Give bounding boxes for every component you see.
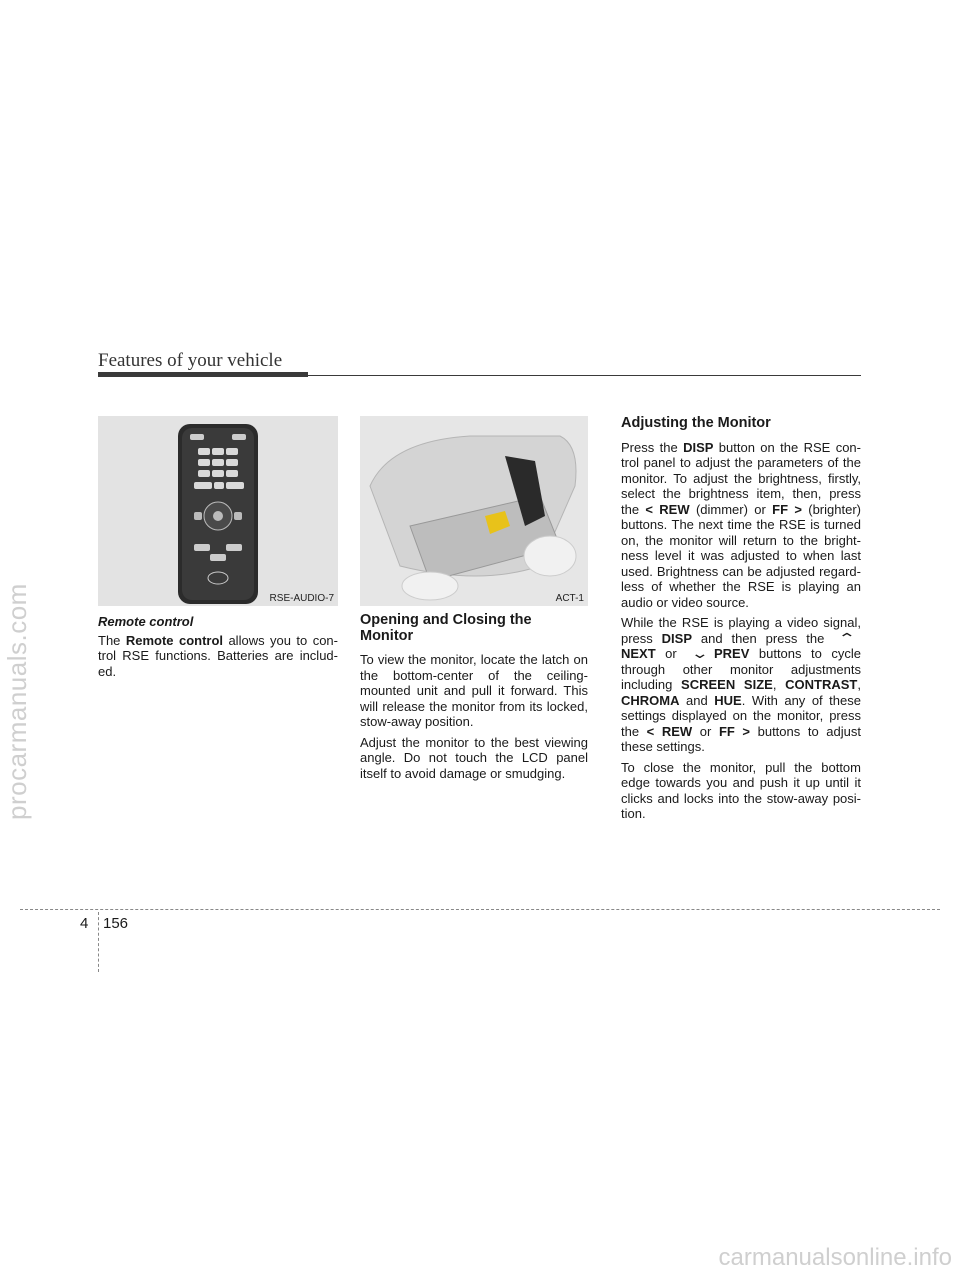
text: The: [98, 632, 126, 648]
text-bold: FF >: [718, 723, 751, 739]
chapter-number: 4: [80, 915, 89, 932]
text-bold: < REW: [646, 723, 693, 739]
text-bold: < REW: [645, 501, 690, 517]
caret-down-icon: ⌄: [690, 645, 710, 661]
adjusting-heading: Adjusting the Monitor: [621, 415, 771, 431]
column-open-close: [360, 613, 588, 786]
text: buttons to adjust these settings.: [621, 723, 861, 754]
monitor-image-label: ACT-1: [555, 593, 584, 604]
text: Press the: [621, 439, 684, 455]
column-adjusting: [621, 416, 861, 827]
text: buttons to cycle through other monitor adjustments including: [621, 646, 861, 692]
text: While the RSE is playing a video signal, press: [621, 615, 861, 646]
text-bold: CHROMA: [621, 692, 680, 708]
text-bold: HUE: [714, 692, 742, 708]
text-bold: NEXT: [621, 646, 656, 661]
text: ,: [772, 677, 786, 692]
text: or: [692, 723, 719, 739]
open-close-paragraph-2: Adjust the monitor to the best viewing angle. Do not touch the LCD panel itself to avoid damage or smudging.: [360, 734, 588, 781]
text: and then press the: [692, 630, 834, 646]
text-bold: DISP: [661, 630, 693, 646]
section-title: Features of your vehicle: [98, 350, 283, 371]
remote-control-subheading: Remote control: [98, 614, 194, 629]
adjusting-paragraph-3: To close the monitor, pull the bottom edge towards you and push it up until it clicks and locks into the stow-away posi-tion.: [621, 759, 861, 821]
text: allows you to con-trol RSE functions. Batteries are includ-ed.: [98, 632, 338, 679]
page-number: 156: [103, 915, 129, 932]
text: ,: [857, 677, 861, 692]
header-rule-thick: [98, 372, 308, 377]
text: or: [655, 646, 687, 661]
caret-up-icon: ⌃: [837, 629, 857, 646]
footer-vertical-rule: [98, 912, 99, 972]
text-bold: DISP: [683, 439, 714, 455]
text: . With any of these settings displayed on the monitor, press the: [621, 692, 861, 739]
remote-control-illustration: [98, 416, 338, 606]
footer-rule: [20, 909, 940, 910]
remote-control-image: [98, 416, 338, 606]
adjusting-paragraph-1: [621, 440, 861, 611]
monitor-image: [360, 416, 588, 606]
open-close-paragraph-1: To view the monitor, locate the latch on the bottom-center of the ceiling-mounted unit and pull it forward. This will release the monitor from its locked, stow-away position.: [360, 652, 588, 729]
bottom-watermark: carmanualsonline.info: [718, 1244, 952, 1271]
text-bold: SCREEN SIZE: [681, 677, 773, 692]
text-bold: PREV: [713, 646, 750, 661]
header-rule-thin: [308, 375, 861, 376]
text: and: [679, 692, 715, 708]
open-close-heading: Opening and Closing the Monitor: [360, 612, 532, 644]
text-bold: FF >: [772, 501, 802, 517]
remote-control-paragraph: [98, 633, 338, 680]
text-bold: Remote control: [125, 632, 224, 648]
column-remote-control: [98, 614, 338, 684]
monitor-illustration: [360, 416, 588, 606]
remote-image-label: RSE-AUDIO-7: [269, 593, 334, 604]
text: (dimmer) or: [689, 501, 773, 517]
side-watermark: procarmanuals.com: [2, 583, 32, 820]
adjusting-paragraph-2: [621, 615, 861, 755]
text: (brighter) buttons. The next time the RSE is turned on, the monitor will return to the bright-ness level it was adjusted to when last used. Brightness can be adjusted regard-less of whether the RSE is playing an audio or video source.: [621, 501, 861, 610]
text-bold: CONTRAST: [785, 677, 858, 692]
text: button on the RSE con-trol panel to adjust the parameters of the monitor. To adjust the brightness, firstly, select the brightness item, then, press the: [621, 439, 861, 517]
